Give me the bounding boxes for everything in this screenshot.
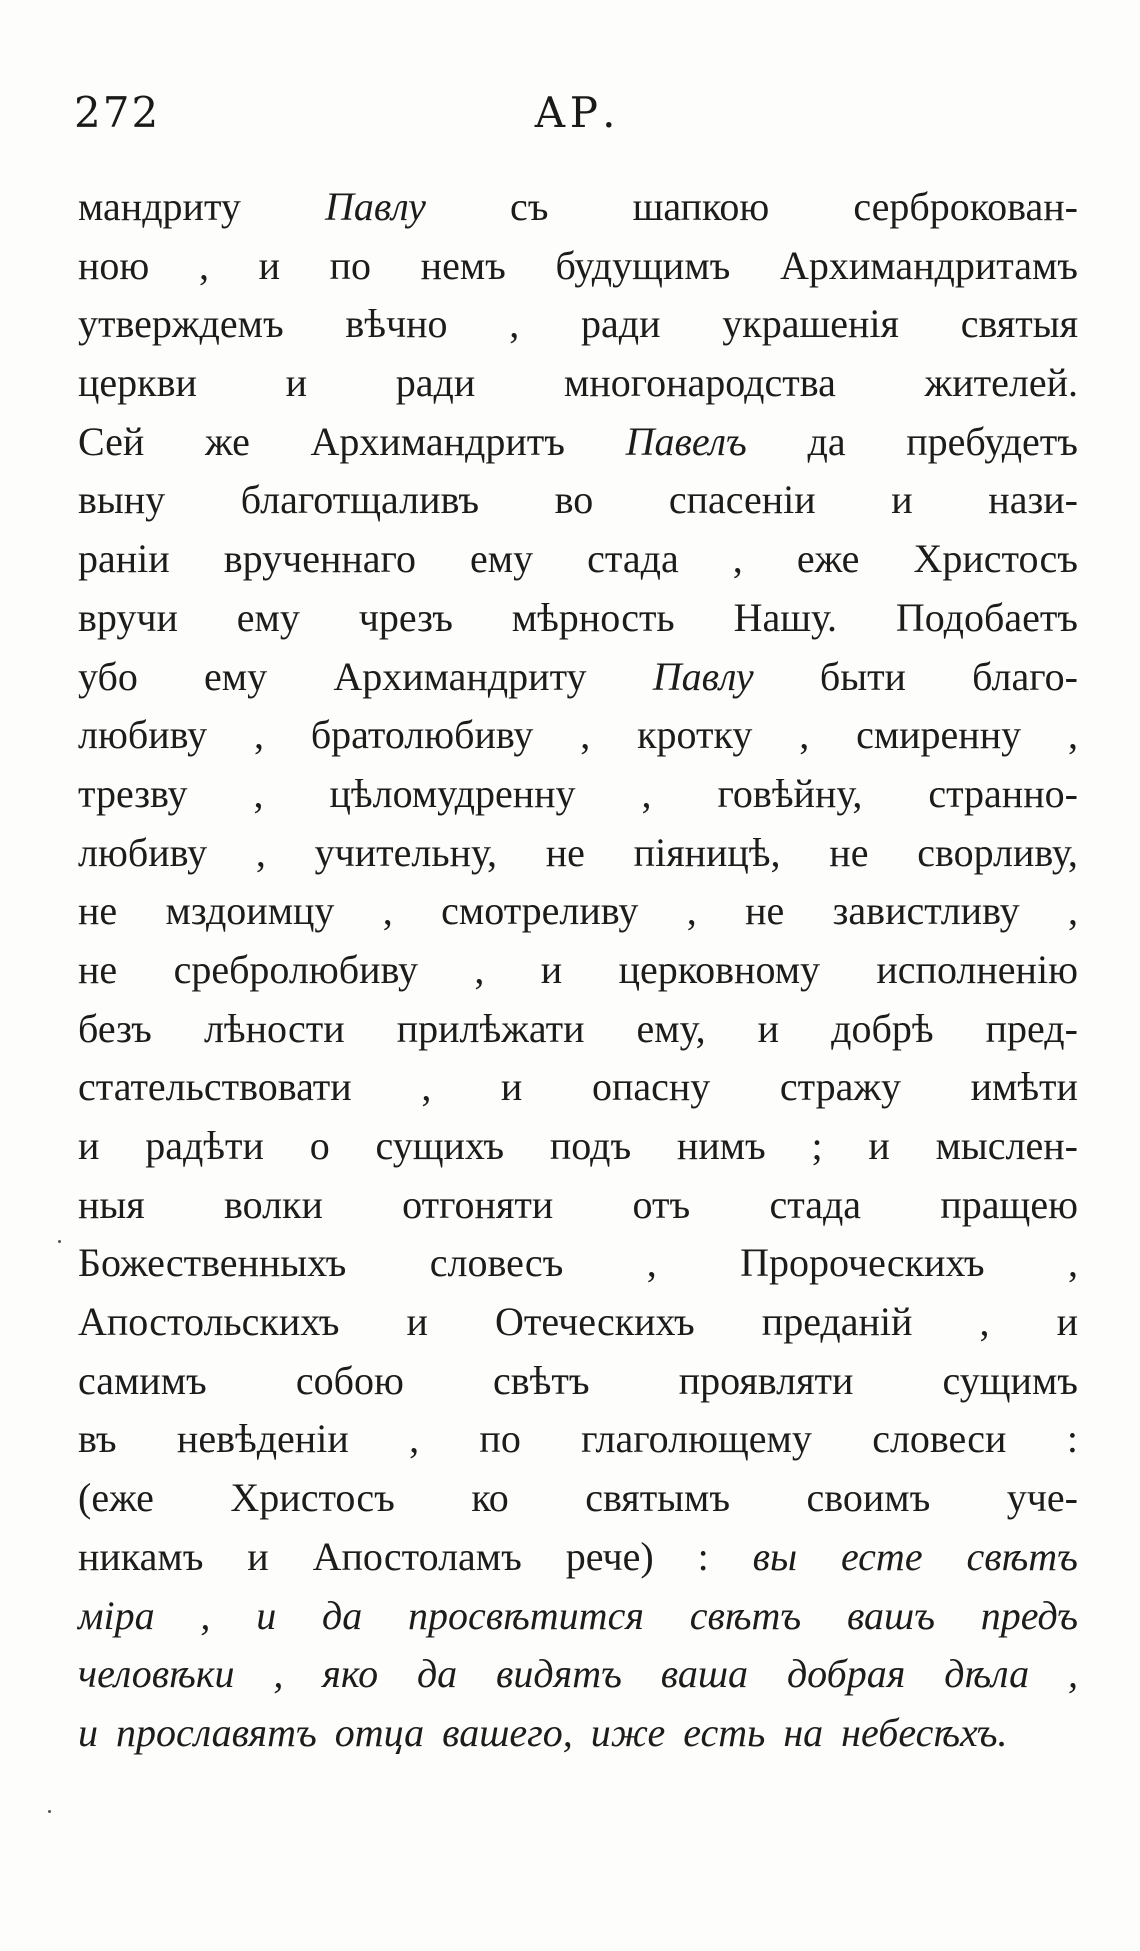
word: ему (470, 536, 534, 582)
word: святымъ (585, 1475, 731, 1521)
word: рече) (565, 1533, 654, 1579)
word: , (1067, 888, 1078, 934)
word: Архимандриту (333, 653, 587, 699)
text-line (78, 1645, 1078, 1704)
page-header (74, 88, 1084, 148)
word: подъ (549, 1123, 632, 1168)
word: вашего, (442, 1709, 573, 1755)
word: мѣрность (511, 594, 675, 640)
word: сребролюбиву (173, 946, 419, 992)
word: преданій (761, 1299, 913, 1345)
word: никамъ (78, 1533, 204, 1579)
word: невѣденіи (176, 1416, 349, 1462)
word: уче- (1006, 1475, 1078, 1521)
text-line (78, 1528, 1078, 1587)
word: лѣности (203, 1005, 345, 1051)
word: Архимандритъ (310, 418, 565, 464)
word: словеси (872, 1416, 1007, 1462)
word: жителей. (924, 360, 1078, 406)
word: Павелъ (625, 418, 747, 464)
word: прилѣжати (396, 1005, 585, 1051)
word: спасеніи (668, 477, 816, 523)
ink-speck (58, 1240, 61, 1243)
word: Сей (78, 418, 145, 464)
word: свѣтъ (493, 1357, 590, 1403)
word: же (204, 418, 250, 464)
word: иже (590, 1709, 666, 1755)
word: Архимандритамъ (779, 242, 1078, 288)
running-head: АР. (534, 88, 620, 137)
word: завистливу (832, 888, 1020, 934)
word: сущихъ (375, 1123, 505, 1168)
word: и (891, 477, 913, 523)
text-line (78, 1293, 1078, 1352)
word: пред- (985, 1005, 1078, 1051)
word: предъ (980, 1592, 1078, 1638)
word: пращею (940, 1181, 1078, 1227)
word: глаголющему (581, 1416, 812, 1462)
word: , (580, 712, 591, 758)
word: врученнаго (223, 536, 416, 582)
word: смотреливу (441, 888, 639, 934)
word: да (321, 1592, 363, 1638)
word: міра (78, 1592, 155, 1638)
text-line (78, 178, 1078, 237)
word: святыя (960, 301, 1078, 347)
word: , (1067, 1651, 1078, 1697)
word: , (474, 946, 485, 992)
text-line (78, 1117, 1078, 1176)
word: благотщаливъ (240, 477, 480, 523)
word: , (421, 1064, 432, 1110)
word: піяницѣ, (633, 829, 781, 875)
text-line (78, 237, 1078, 296)
word: ныя (78, 1181, 145, 1227)
word: отгоняти (402, 1181, 554, 1227)
word: и (868, 1123, 890, 1168)
word: Павлу (652, 653, 754, 699)
word: и (247, 1533, 269, 1579)
word: ваша (660, 1651, 749, 1697)
word: цѣломудренну (329, 770, 576, 816)
word: и (500, 1064, 523, 1110)
text-line (78, 1234, 1078, 1293)
word: , (1068, 1240, 1078, 1286)
word: и (258, 242, 280, 288)
word: прославятъ (116, 1709, 317, 1755)
word: отца (334, 1709, 425, 1755)
text-line (78, 706, 1078, 765)
page-number: 272 (74, 88, 161, 137)
word: украшенія (722, 301, 899, 347)
word: выну (78, 477, 166, 523)
word: яко (322, 1651, 379, 1697)
word: стражу (779, 1064, 901, 1110)
text-line (78, 882, 1078, 941)
word: , (641, 770, 652, 816)
word: Подобаетъ (895, 594, 1078, 640)
word: и (1056, 1299, 1078, 1345)
text-line (78, 471, 1078, 530)
word: ко (471, 1475, 509, 1521)
word: не (78, 888, 118, 934)
word: добрѣ (831, 1005, 934, 1051)
word: и (757, 1005, 780, 1051)
word: волки (223, 1181, 323, 1227)
word: церкви (78, 360, 197, 406)
text-line (78, 1587, 1078, 1646)
word: есть (683, 1709, 766, 1755)
text-line (78, 1176, 1078, 1235)
word: , (409, 1416, 420, 1462)
word: , (253, 770, 264, 816)
word: , (200, 1592, 211, 1638)
word: , (382, 888, 393, 934)
word: церковному (618, 946, 820, 992)
word: вашъ (846, 1592, 935, 1638)
ink-speck (48, 1810, 51, 1813)
text-line (78, 295, 1078, 354)
word: трезву (78, 770, 188, 816)
text-line (78, 1410, 1078, 1469)
word: исполненію (876, 946, 1078, 992)
word: : (697, 1533, 709, 1579)
word: раніи (78, 536, 170, 582)
word: сворливу, (917, 829, 1078, 875)
word: собою (295, 1357, 404, 1403)
word: , (255, 829, 266, 875)
word: мыслен- (935, 1123, 1078, 1168)
word: , (273, 1651, 284, 1697)
word: Апостоламъ (312, 1533, 522, 1579)
word: ему (204, 653, 268, 699)
word: Христосъ (913, 536, 1078, 582)
word: ради (395, 360, 476, 406)
word: есте (840, 1533, 923, 1579)
word: , (198, 242, 209, 288)
word: небесѣхъ. (841, 1709, 1008, 1755)
word: въ (78, 1416, 117, 1462)
word: , (509, 301, 520, 347)
word: многонародства (564, 360, 836, 406)
word: словесъ (429, 1240, 564, 1286)
word: еже (796, 536, 860, 582)
word: любиву (78, 712, 208, 758)
word: Апостольскихъ (78, 1299, 340, 1345)
word: проявляти (678, 1357, 854, 1403)
word: имѣти (970, 1064, 1078, 1110)
word: и (256, 1592, 277, 1638)
text-line (78, 648, 1078, 707)
word: Христосъ (230, 1475, 395, 1521)
word: человѣки (78, 1651, 235, 1697)
word: , (732, 536, 743, 582)
word: Отеческихъ (494, 1299, 695, 1345)
text-line (78, 530, 1078, 589)
word: будущимъ (555, 242, 731, 288)
word: учительну, (314, 829, 497, 875)
word: отъ (632, 1181, 691, 1227)
word: и (406, 1299, 428, 1345)
text-line (78, 589, 1078, 648)
text-line (78, 1058, 1078, 1117)
word: не (78, 946, 118, 992)
word: дѣла (944, 1651, 1030, 1697)
text-line (78, 354, 1078, 413)
word: о (309, 1123, 330, 1168)
word: не (545, 829, 585, 875)
text-line (78, 1704, 1078, 1763)
word: не (829, 829, 869, 875)
word: ради (581, 301, 661, 347)
word: ; (811, 1123, 823, 1168)
word: просвѣтится (408, 1592, 644, 1638)
word: немъ (420, 242, 506, 288)
word: по (329, 242, 372, 288)
word: во (554, 477, 594, 523)
word: , (646, 1240, 657, 1286)
word: своимъ (806, 1475, 931, 1521)
word: : (1066, 1416, 1078, 1462)
word: утверждемъ (78, 301, 284, 347)
text-line (78, 824, 1078, 883)
word: радѣти (145, 1123, 264, 1168)
word: быти (819, 653, 906, 699)
word: вѣчно (345, 301, 448, 347)
word: опасну (591, 1064, 711, 1110)
word: любиву (78, 829, 208, 875)
word: странно- (928, 770, 1078, 816)
word: Пророческихъ (740, 1240, 985, 1286)
text-line (78, 1469, 1078, 1528)
word: Павлу (325, 184, 426, 229)
word: ною (78, 242, 150, 288)
word: мандриту (78, 184, 241, 229)
word: Нашу. (733, 594, 837, 640)
word: ему (236, 594, 300, 640)
word: нимъ (676, 1123, 766, 1168)
word: стада (769, 1181, 862, 1227)
word: братолюбиву (310, 712, 534, 758)
word: кротку (637, 712, 753, 758)
word: на (783, 1709, 824, 1755)
word: и (540, 946, 563, 992)
text-line (78, 941, 1078, 1000)
word: свѣтъ (966, 1533, 1078, 1579)
word: самимъ (78, 1357, 207, 1403)
word: нази- (988, 477, 1078, 523)
text-line (78, 765, 1078, 824)
word: , (979, 1299, 990, 1345)
text-line (78, 1352, 1078, 1411)
word: вы (752, 1533, 798, 1579)
word: и (285, 360, 308, 406)
word: убо (78, 653, 138, 699)
word: и (78, 1123, 100, 1168)
word: , (1067, 712, 1078, 758)
word: и (78, 1709, 98, 1755)
word: , (799, 712, 810, 758)
word: мздоимцу (165, 888, 335, 934)
word: да (807, 418, 846, 464)
word: свѣтъ (689, 1592, 802, 1638)
word: , (686, 888, 697, 934)
word: стательствовати (78, 1064, 352, 1110)
word: чрезъ (358, 594, 453, 640)
word: по (479, 1416, 521, 1462)
word: безъ (78, 1005, 152, 1051)
word: (еже (78, 1475, 154, 1521)
word: серброкован- (853, 184, 1078, 229)
word: сущимъ (942, 1357, 1078, 1403)
word: , (253, 712, 264, 758)
word: стада (587, 536, 679, 582)
word: благо- (972, 653, 1078, 699)
body-text (78, 178, 1078, 1763)
word: не (745, 888, 785, 934)
text-line (78, 1000, 1078, 1059)
word: добрая (786, 1651, 906, 1697)
word: Божественныхъ (78, 1240, 347, 1286)
word: говѣйну, (717, 770, 863, 816)
word: видятъ (496, 1651, 622, 1697)
word: съ (510, 184, 549, 229)
word: шапкою (632, 184, 770, 229)
word: ему, (636, 1005, 706, 1051)
word: смиренну (856, 712, 1022, 758)
text-line (78, 413, 1078, 472)
word: пребудетъ (906, 418, 1078, 464)
word: вручи (78, 594, 178, 640)
word: да (416, 1651, 458, 1697)
